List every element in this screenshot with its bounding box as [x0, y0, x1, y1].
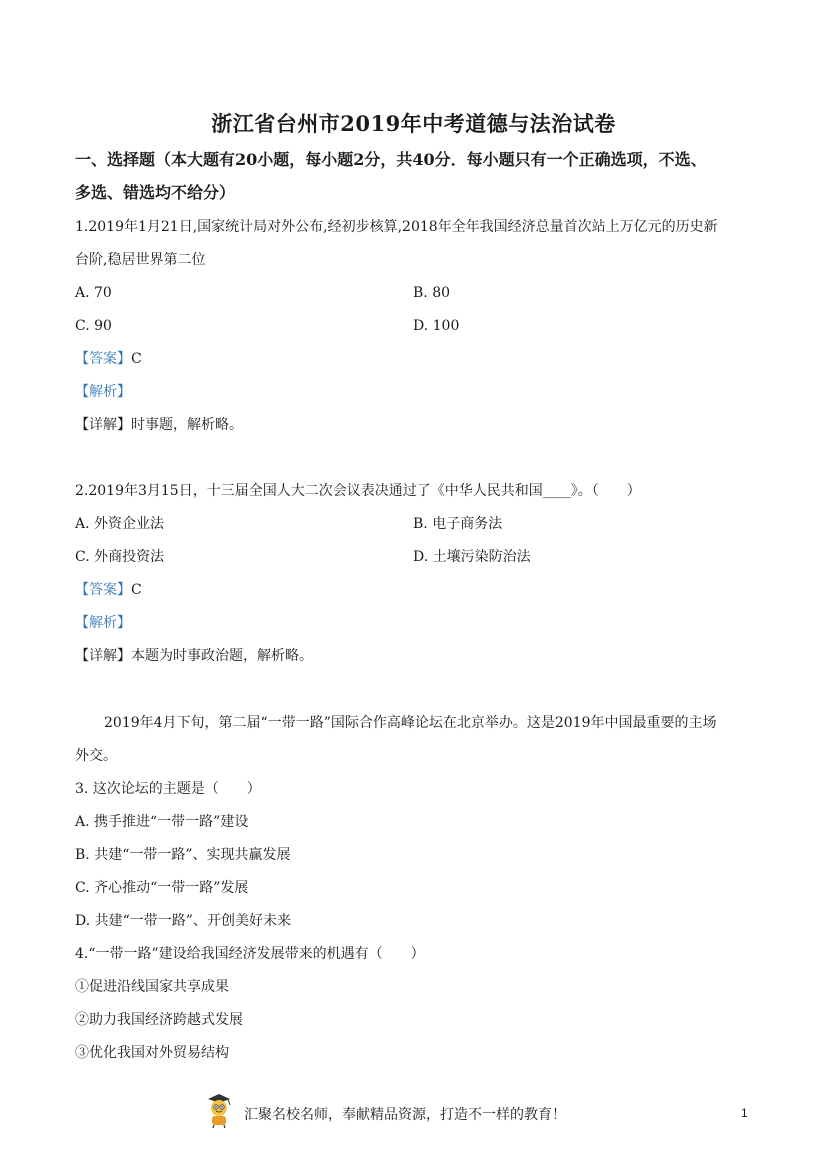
- q1-option-b: B. 80: [413, 285, 451, 301]
- q3-option-d: D. 共建“一带一路”、开创美好未来: [75, 913, 291, 929]
- q2-analysis-label: 【解析】: [75, 615, 131, 631]
- q4-item-2: ②助力我国经济跨越式发展: [75, 1012, 243, 1028]
- q2-option-a: A. 外资企业法: [75, 516, 165, 532]
- q4-item-3: ③优化我国对外贸易结构: [75, 1045, 229, 1061]
- section-heading-line1: 一、选择题（本大题有20小题，每小题2分，共40分．每小题只有一个正确选项，不选、: [75, 150, 707, 169]
- q1-stem-line2: 台阶,稳居世界第二位: [75, 252, 206, 268]
- q3-option-a: A. 携手推进“一带一路”建设: [75, 814, 249, 830]
- mascot-logo-icon: [202, 1092, 236, 1128]
- q2-option-d: D. 土壤污染防治法: [413, 549, 531, 565]
- q1-analysis-label: 【解析】: [75, 384, 131, 400]
- q3-option-c: C. 齐心推动“一带一路”发展: [75, 880, 249, 896]
- q2-stem: 2.2019年3月15日，十三届全国人大二次会议表决通过了《中华人民共和国____》。（ ）: [75, 483, 641, 499]
- page-number: 1: [741, 1106, 748, 1120]
- passage-line1: 2019年4月下旬，第二届“一带一路”国际合作高峰论坛在北京举办。这是2019年中国最重要的主场: [104, 715, 717, 731]
- q1-answer-label: 【答案】: [75, 351, 131, 367]
- q1-option-a: A. 70: [75, 285, 112, 301]
- q1-option-c: C. 90: [75, 318, 112, 334]
- footer-slogan: 汇聚名校名师，奉献精品资源，打造不一样的教育！: [244, 1107, 566, 1123]
- q1-answer-value: C: [131, 351, 142, 367]
- q2-option-c: C. 外商投资法: [75, 549, 165, 565]
- q2-answer: [75, 581, 142, 599]
- q3-stem: 3. 这次论坛的主题是（ ）: [75, 781, 261, 797]
- q4-stem: 4.“一带一路”建设给我国经济发展带来的机遇有（ ）: [75, 946, 425, 962]
- q2-answer-value: C: [131, 582, 142, 598]
- q2-option-b: B. 电子商务法: [413, 516, 503, 532]
- q1-answer: [75, 350, 142, 368]
- page-title: 浙江省台州市2019年中考道德与法治试卷: [211, 111, 616, 136]
- q1-detail: 【详解】时事题，解析略。: [75, 417, 243, 433]
- section-heading-line2: 多选、错选均不给分）: [75, 183, 236, 202]
- q1-stem-line1: 1.2019年1月21日,国家统计局对外公布,经初步核算,2018年全年我国经济总量首次站上万亿元的历史新: [75, 219, 718, 235]
- passage-line2: 外交。: [75, 748, 117, 764]
- q2-detail: 【详解】本题为时事政治题，解析略。: [75, 648, 313, 664]
- q3-option-b: B. 共建“一带一路”、实现共赢发展: [75, 847, 291, 863]
- q4-item-1: ①促进沿线国家共享成果: [75, 979, 229, 995]
- q2-answer-label: 【答案】: [75, 582, 131, 598]
- q1-option-d: D. 100: [413, 318, 460, 334]
